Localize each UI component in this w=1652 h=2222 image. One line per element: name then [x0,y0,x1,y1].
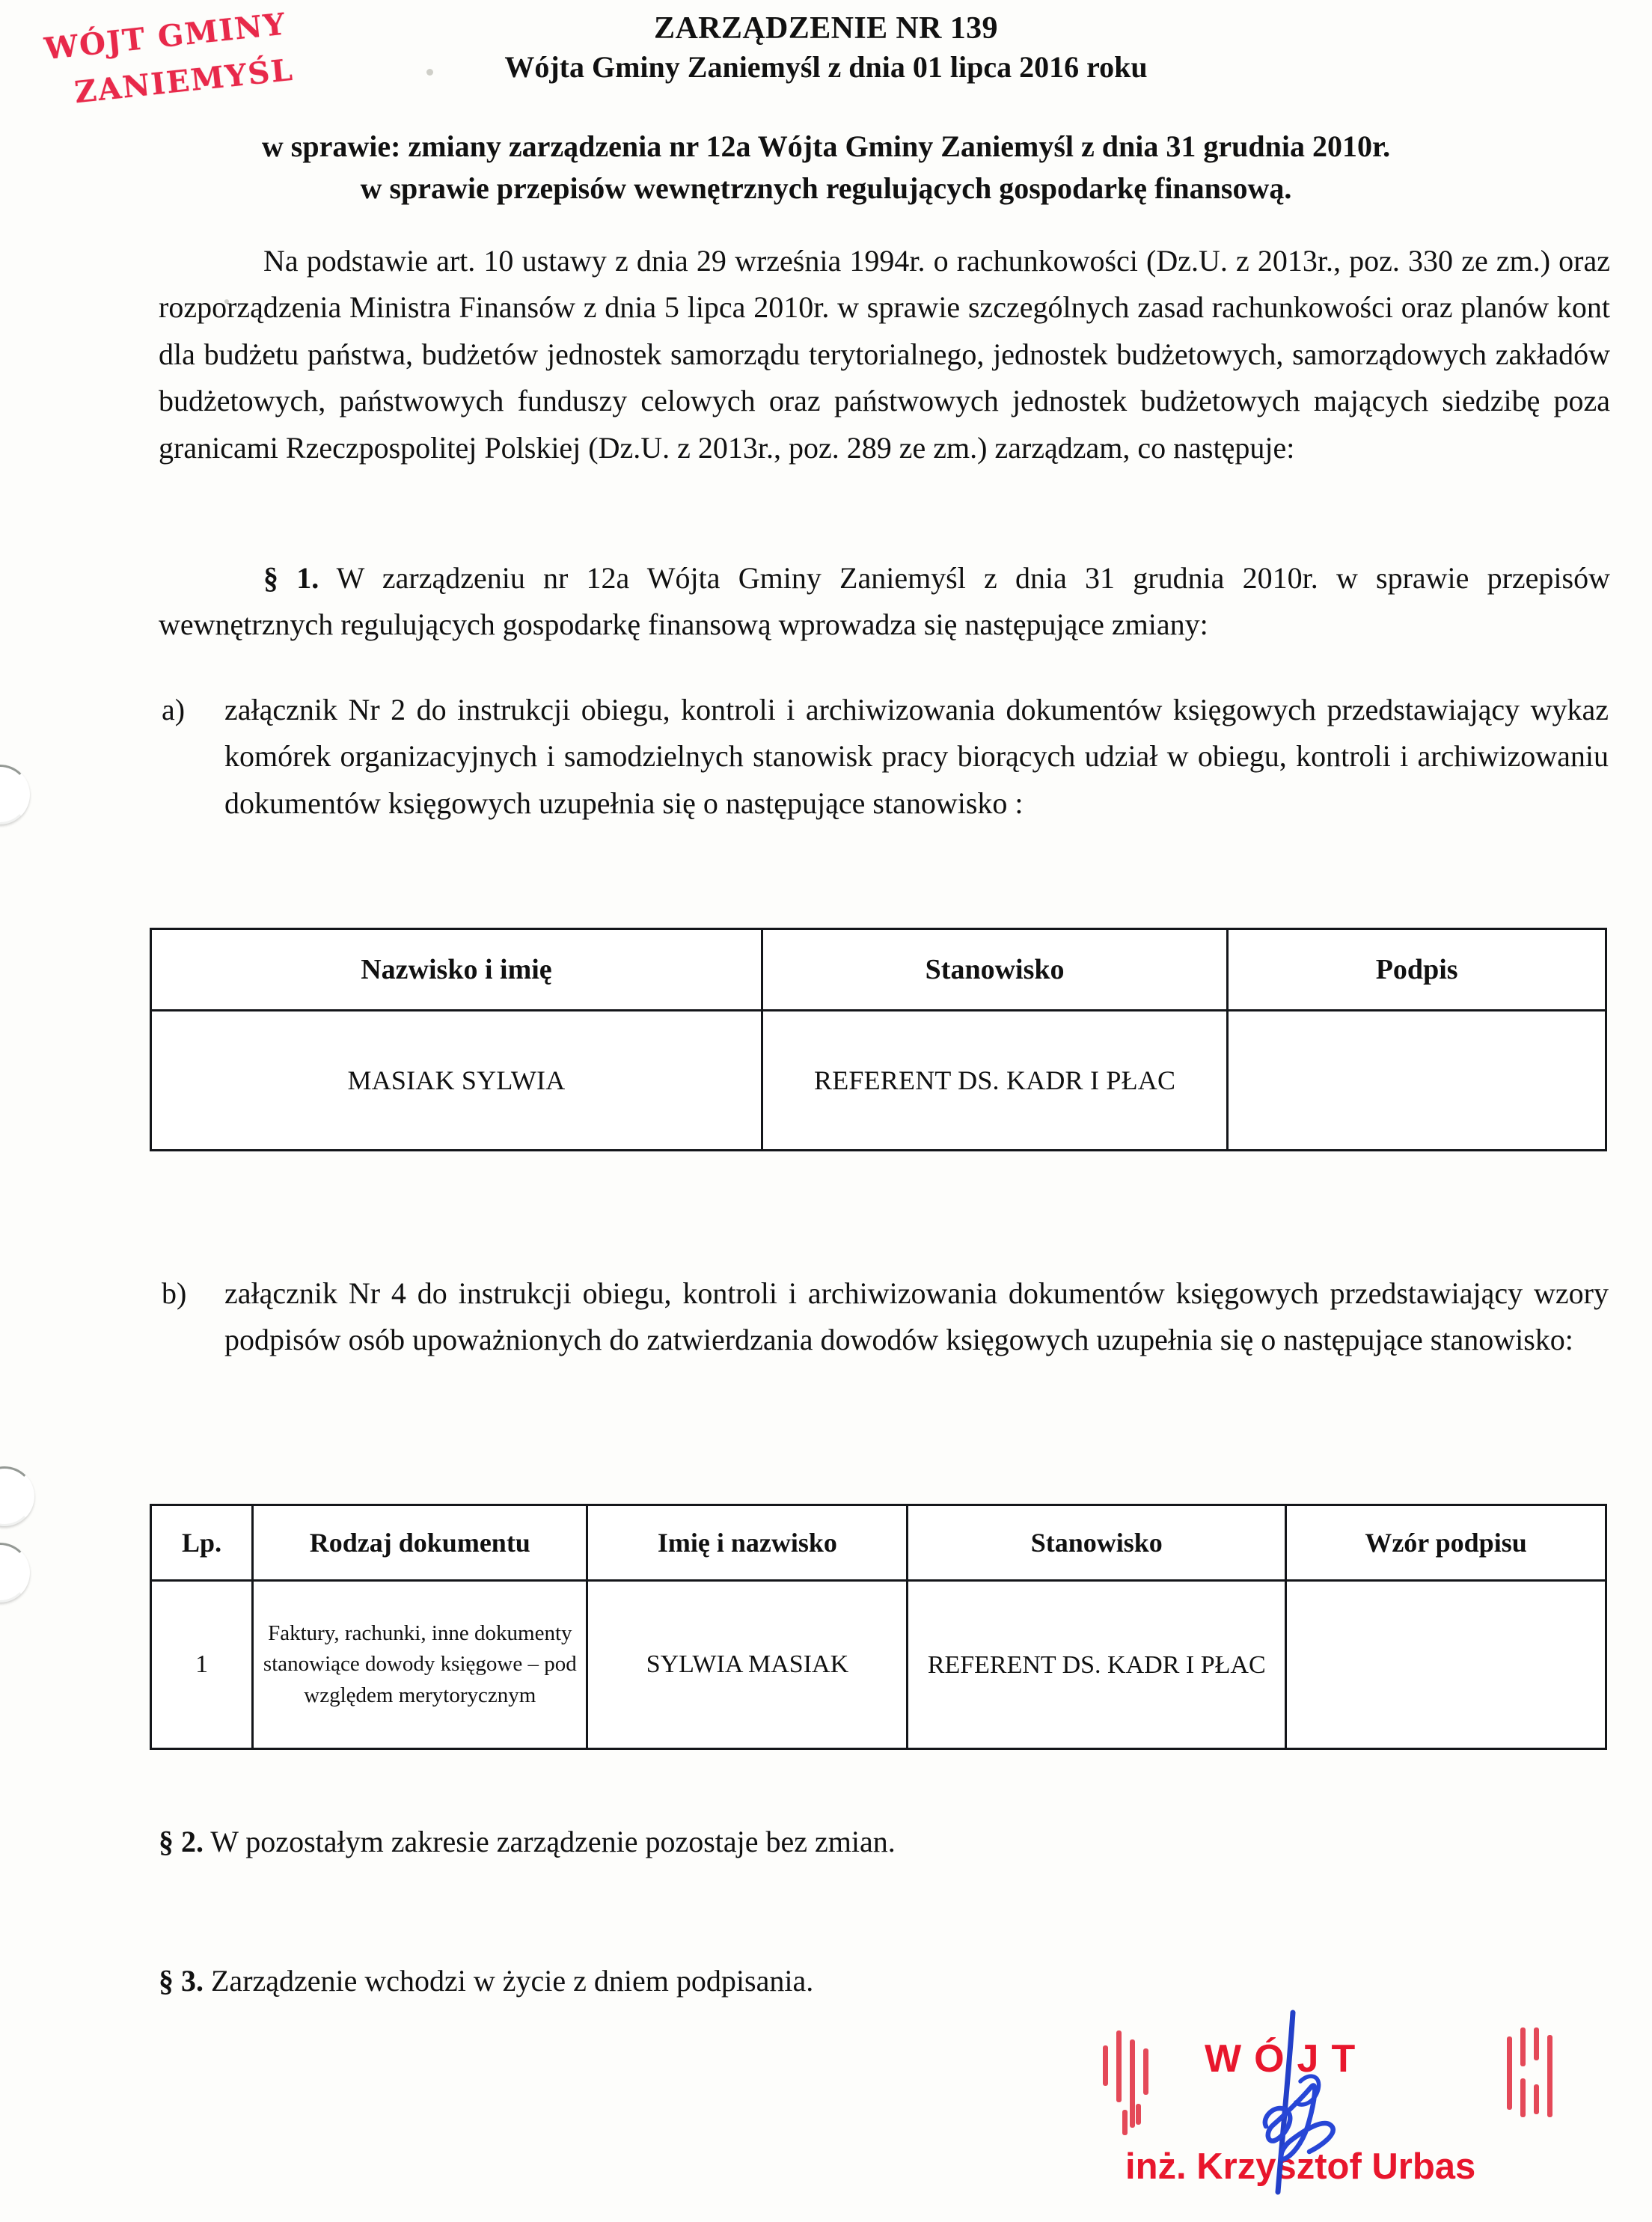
list-item-a-text: załącznik Nr 2 do instrukcji obiegu, kontroli i archiwizowania dokumentów księgowych przedstawiający wykaz komórek organizacyjnych i samodzielnych stanowisk pracy biorących udział w obiegu, kontroli i archiwizowaniu dokumentów księgowych uzupełnia się o następujące stanowisko : [224,693,1609,820]
office-stamp-line-1: WÓJT GMINY [43,6,288,67]
table-one-cell-position: REFERENT DS. KADR I PŁAC [762,1011,1227,1151]
subject-line-2: w sprawie przepisów wewnętrznych regulujących gospodarkę finansową. [360,171,1292,205]
table-one-header-position: Stanowisko [762,929,1227,1011]
paragraph-3 [159,1959,1610,2004]
table-one-cell-name: MASIAK SYLWIA [151,1011,762,1151]
table-header-row [151,929,1606,1011]
paragraph-3-marker: § 3. [159,1964,204,1998]
table-two-cell-document-kind: Faktury, rachunki, inne dokumenty stanowiące dowody księgowe – pod względem merytorycznym [253,1581,587,1749]
hole-punch-mark [0,1466,34,1526]
paragraph-2 [159,1819,1610,1864]
stamp-title: WÓJT [1205,2037,1368,2081]
paragraph-1-text: W zarządzeniu nr 12a Wójta Gminy Zaniemyśl z dnia 31 grudnia 2010r. w sprawie przepisów wewnętrznych regulujących gospodarkę finansową wprowadza się następujące zmiany: [159,561,1610,642]
list-item-a [162,687,1609,827]
table-two-header-position: Stanowisko [908,1505,1286,1581]
table-header-row [151,1505,1606,1581]
table-staff-register [150,928,1607,1151]
legal-basis-text: Na podstawie art. 10 ustawy z dnia 29 września 1994r. o rachunkowości (Dz.U. z 2013r., poz. 330 ze zm.) oraz rozporządzenia Ministra Finansów z dnia 5 lipca 2010r. w sprawie szczególnych zasad rachunkowości oraz planów kont dla budżetu państwa, budżetów jednostek samorządu terytorialnego, jednostek budżetowych, samorządowych zakładów budżetowych, państwowych funduszy celowych oraz państwowych jednostek budżetowych mających siedzibę poza granicami Rzeczpospolitej Polskiej (Dz.U. z 2013r., poz. 289 ze zm.) zarządzam, co następuje: [159,244,1610,465]
legal-basis-paragraph [159,238,1610,471]
stamp-ornament-right-icon [1504,2026,1570,2149]
table-one-header-signature: Podpis [1228,929,1606,1011]
table-row [151,1011,1606,1151]
table-two-header-document-kind: Rodzaj dokumentu [253,1505,587,1581]
document-title: ZARZĄDZENIE NR 139 [654,11,998,46]
table-row [151,1581,1606,1749]
table-two-header-lp: Lp. [151,1505,253,1581]
stamp-name: inż. Krzysztof Urbas [1125,2146,1476,2187]
list-item-b-text: załącznik Nr 4 do instrukcji obiegu, kontroli i archiwizowania dokumentów księgowych przedstawiający wzory podpisów osób upoważnionych do zatwierdzania dowodów księgowych uzupełnia się o następujące stanowisko: [224,1276,1609,1357]
stamp-ornament-left-icon [1100,2026,1166,2149]
document-subtitle: Wójta Gminy Zaniemyśl z dnia 01 lipca 2016 roku [504,50,1148,84]
paragraph-1-marker: § 1. [263,561,319,595]
signature-stamp [1100,2005,1624,2215]
list-item-b-marker: b) [162,1276,187,1310]
subject-line-1: w sprawie: zmiany zarządzenia nr 12a Wójta Gminy Zaniemyśl z dnia 31 grudnia 2010r. [261,129,1391,163]
paragraph-1 [159,555,1610,649]
list-item-a-marker: a) [162,693,186,726]
hole-punch-mark [0,1543,30,1603]
table-one-cell-signature [1228,1011,1606,1151]
paragraph-2-marker: § 2. [159,1825,204,1858]
table-two-header-name: Imię i nazwisko [587,1505,908,1581]
office-stamp-line-2: ZANIEMYŚL [73,52,296,111]
paragraph-2-text: W pozostałym zakresie zarządzenie pozostaje bez zmian. [204,1825,896,1858]
table-two-header-signature-specimen: Wzór podpisu [1286,1505,1606,1581]
table-two-cell-lp: 1 [151,1581,253,1749]
table-signature-specimens [150,1504,1607,1750]
list-item-b [162,1270,1609,1364]
table-two-cell-position: REFERENT DS. KADR I PŁAC [908,1581,1286,1749]
paragraph-3-text: Zarządzenie wchodzi w życie z dniem podpisania. [204,1964,814,1998]
hole-punch-mark [0,765,30,824]
table-two-cell-name: SYLWIA MASIAK [587,1581,908,1749]
table-two-cell-signature-specimen [1286,1581,1606,1749]
table-one-header-name: Nazwisko i imię [151,929,762,1011]
